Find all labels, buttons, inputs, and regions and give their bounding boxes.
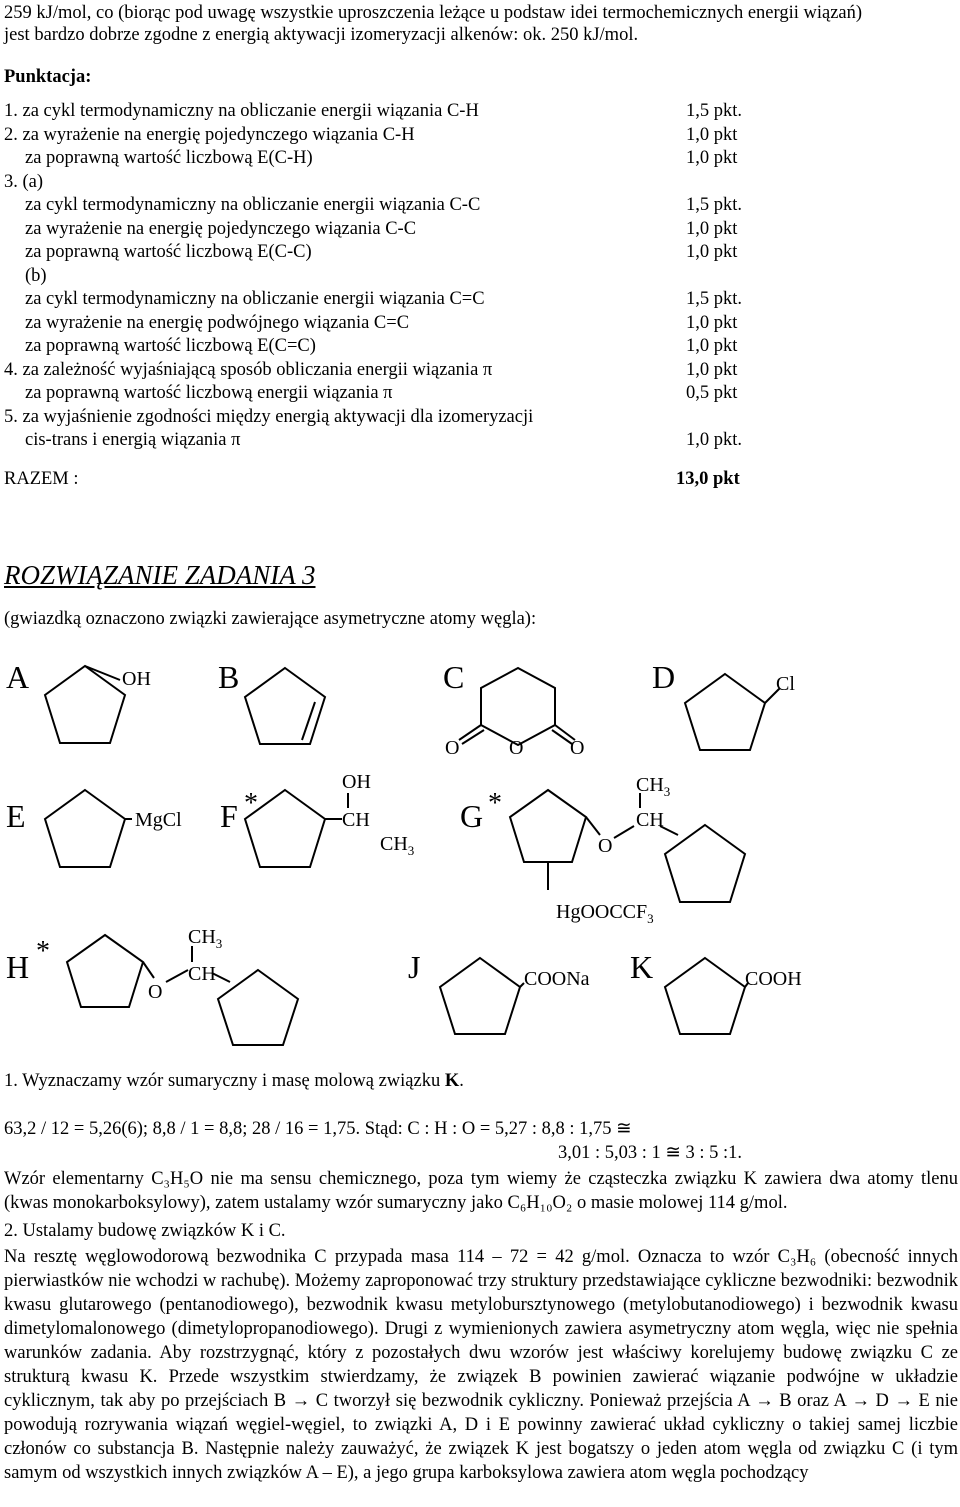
group-H-o: O	[148, 981, 163, 1003]
group-F-ch3: $CH_3$	[380, 833, 415, 858]
scoring-row-text: za wyrażenie na energię pojedynczego wiązania C-C	[25, 218, 417, 239]
scoring-row-text: za wyrażenie na energię podwójnego wiązania C=C	[25, 312, 410, 333]
group-G-hg: HgOOCCF$_3$	[556, 901, 654, 926]
star-G: *	[488, 788, 502, 819]
scoring-row-text: 1. za cykl termodynamiczny na obliczanie energii wiązania C-H	[4, 101, 479, 121]
label-F: F	[220, 798, 238, 834]
step1-title: 1. Wyznaczamy wzór sumaryczny i masę molową związku K.	[4, 1071, 464, 1091]
scoring-row-points: 1,0 pkt	[686, 336, 738, 356]
group-D-cl: Cl	[776, 673, 795, 695]
scoring-row-text: za poprawną wartość liczbową energii wiązania π	[25, 383, 393, 403]
total-value: 13,0 pkt	[676, 469, 740, 489]
label-B: B	[218, 659, 240, 695]
group-G-o: O	[598, 835, 613, 857]
intro-line-2: jest bardzo dobrze zgodne z energią aktywacji izomeryzacji alkenów: ok. 250 kJ/mol.	[4, 25, 639, 45]
scoring-row-points: 1,0 pkt	[686, 359, 738, 380]
ring-G	[510, 790, 586, 862]
group-C-o2: O	[509, 737, 524, 759]
scoring-row-points: 1,5 pkt.	[686, 101, 743, 121]
ring-G2	[665, 825, 745, 902]
bond-G-o	[586, 817, 600, 835]
star-F: *	[244, 788, 258, 819]
group-F-oh: OH	[342, 771, 371, 793]
scoring-row-text: za poprawną wartość liczbową E(C=C)	[25, 336, 316, 356]
scoring-title: Punktacja:	[4, 67, 92, 87]
group-H-ch: CH	[188, 963, 216, 985]
scoring-row-text: cis-trans i energią wiązania π	[25, 430, 241, 450]
group-J-coona: COONa	[524, 968, 590, 990]
scoring-row-text: (b)	[25, 265, 47, 286]
label-A: A	[6, 659, 30, 695]
group-E-mgcl: MgCl	[135, 809, 182, 831]
ring-D	[685, 674, 765, 750]
label-J: J	[408, 949, 421, 985]
scoring-row-text: za cykl termodynamiczny na obliczanie energii wiązania C=C	[25, 289, 485, 309]
label-G: G	[460, 798, 484, 834]
step1-paragraph: Wzór elementarny C₃H₅O nie ma sensu chemicznego, poza tym wiemy że cząsteczka związku K zawiera dwa atomy tlenu (kwas monokarboksylowy), zatem ustalamy wzór sumaryczny jako C₆H₁₀O₂ o masie molowej 114 g/mol.	[4, 1169, 958, 1213]
scoring-row-text: za cykl termodynamiczny na obliczanie energii wiązania C-C	[25, 195, 481, 215]
carbonyl-C-left-2	[462, 730, 484, 744]
ring-E	[45, 790, 125, 867]
group-H-ch3: $CH_3$	[188, 926, 223, 951]
ring-J	[440, 958, 520, 1034]
scoring-row-text: 5. za wyjaśnienie zgodności między energią aktywacji dla izomeryzacji	[4, 406, 534, 427]
star-H: *	[36, 936, 50, 967]
scoring-row-points: 1,5 pkt.	[686, 195, 743, 215]
scoring-row-text: za poprawną wartość liczbową E(C-H)	[25, 148, 313, 168]
scoring-row-text: 4. za zależność wyjaśniającą sposób obliczania energii wiązania π	[4, 359, 493, 380]
group-C-o3: O	[570, 737, 585, 759]
molecule-structures	[0, 640, 960, 1050]
scoring-row-points: 1,0 pkt	[686, 242, 738, 262]
intro-line-1: 259 kJ/mol, co (biorąc pod uwagę wszystkie uproszczenia leżące u podstaw idei termochemicznych energii wiązań)	[4, 3, 863, 23]
scoring-row-points: 1,0 pkt	[686, 218, 738, 239]
scoring-row-points: 1,5 pkt.	[686, 289, 743, 309]
total-label: RAZEM :	[4, 469, 79, 489]
group-K-cooh: COOH	[745, 968, 802, 990]
scoring-row-points: 1,0 pkt	[686, 124, 738, 145]
group-A-oh: OH	[122, 668, 151, 690]
ring-H	[67, 935, 143, 1007]
scoring-row-points: 1,0 pkt.	[686, 430, 743, 450]
scoring-row-points: 1,0 pkt	[686, 312, 738, 333]
label-H: H	[6, 949, 30, 985]
group-G-ch: CH	[636, 809, 664, 831]
ring-K	[665, 958, 745, 1034]
bond-G-o-ch	[614, 826, 634, 838]
scoring-row-points: 1,0 pkt	[686, 148, 738, 168]
step1-calc-1: 63,2 / 12 = 5,26(6); 8,8 / 1 = 8,8; 28 / 16 = 1,75. Stąd: C : H : O = 5,27 : 8,8 : 1,75 ≅	[4, 1119, 632, 1139]
group-G-ch3: $CH_3$	[636, 774, 671, 799]
solution-heading: ROZWIĄZANIE ZADANIA 3	[4, 560, 316, 590]
bond-H-o-ch	[166, 970, 188, 982]
bond-H-o	[143, 962, 154, 978]
label-K: K	[630, 949, 654, 985]
scoring-row-text: za poprawną wartość liczbową E(C-C)	[25, 242, 312, 262]
ring-C	[481, 668, 555, 745]
carbonyl-C-right-2	[552, 730, 572, 744]
group-F-ch: CH	[342, 809, 370, 831]
step2-title: 2. Ustalamy budowę związków K i C.	[4, 1221, 286, 1241]
group-C-o1: O	[445, 737, 460, 759]
label-D: D	[652, 659, 676, 695]
solution-note: (gwiazdką oznaczono związki zawierające asymetryczne atomy węgla):	[4, 609, 537, 629]
scoring-row-text: 2. za wyrażenie na energię pojedynczego wiązania C-H	[4, 124, 415, 145]
label-C: C	[443, 659, 465, 695]
label-E: E	[6, 798, 26, 834]
scoring-row-text: 3. (a)	[4, 171, 44, 192]
scoring-row-points: 0,5 pkt	[686, 383, 738, 403]
step2-paragraph: Na resztę węglowodorową bezwodnika C przypada masa 114 – 72 = 42 g/mol. Oznacza to wzór C₃H₆ (obecność innych pierwiastków nie wchodzi w rachubę). Możemy zaproponować trzy struktury przedstawiające cykliczne bezwodniki: bezwodnik kwasu glutarowego (pentanodiowego), bezwodnik kwasu metylobursztynowego (metylobutanodiowego) i bezwodnik kwasu dimetylomalonowego (dimetylopropanodiowego). Drugi z wymienionych zawiera asymetryczny atom węgla, więc nie spełnia warunków zadania. Aby rozstrzygnąć, który z pozostałych dwu wzorów jest właściwy korelujemy budowę związku C ze strukturą kwasu K. Przede wszystkim stwierdzamy, że związek B powinien zawierać wiązanie podwójne w układzie cyklicznym, tak aby po przejściach B → C tworzył się bezwodnik cykliczny. Ponieważ przejścia A → B oraz A → D → E nie powodują rozrywania wiązań węgiel-węgiel, to związki A, D i E powinny zawierać układ cykliczny o takiej samej liczbie członów co substancja B. Następnie należy zauważyć, że związek K jest bogatszy o jeden atom węgla od związku C (i tym samym od wszystkich innych związków A – E), a jego grupa karboksylowa zawiera atom węgla pochodzący	[4, 1247, 958, 1483]
step1-calc-2: 3,01 : 5,03 : 1 ≅ 3 : 5 :1.	[558, 1143, 743, 1163]
